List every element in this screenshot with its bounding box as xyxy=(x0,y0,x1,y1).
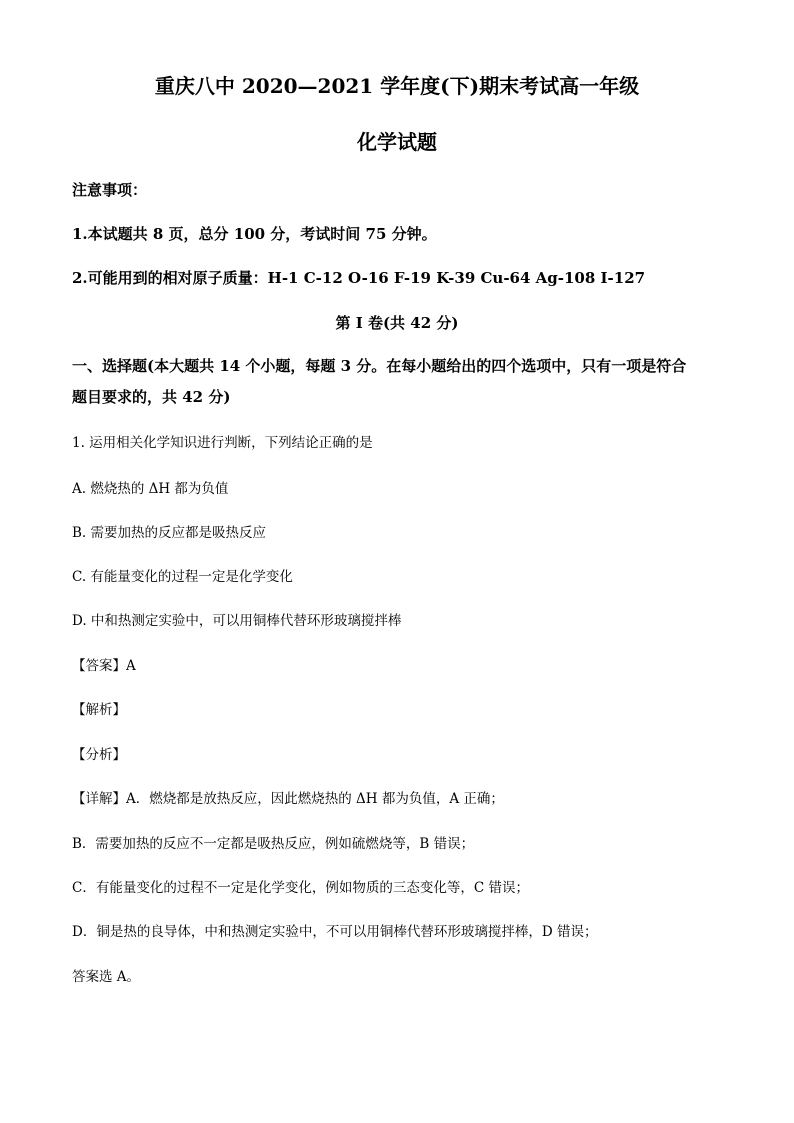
exam-subtitle: 化学试题 xyxy=(357,130,437,154)
notice-item-2: 2.可能用到的相对原子质量：H-1 C-12 O-16 F-19 K-39 Cu-64 Ag-108 I-127 xyxy=(72,269,646,287)
part-title-line1: 一、选择题(本大题共 14 个小题，每题 3 分。在每小题给出的四个选项中，只有一项是符合 xyxy=(72,357,687,375)
detail-line-d: D．铜是热的良导体，中和热测定实验中，不可以用铜棒代替环形玻璃搅拌棒，D 错误； xyxy=(72,924,598,940)
option-b: B. 需要加热的反应都是吸热反应 xyxy=(72,525,267,541)
notice-heading: 注意事项： xyxy=(72,181,148,199)
answer-label: 【答案】A xyxy=(72,658,136,674)
exam-title: 重庆八中 2020—2021 学年度(下)期末考试高一年级 xyxy=(154,74,640,98)
option-d: D. 中和热测定实验中，可以用铜棒代替环形玻璃搅拌棒 xyxy=(72,613,402,629)
option-a: A. 燃烧热的 ΔH 都为负值 xyxy=(72,481,229,497)
question-stem: 1. 运用相关化学知识进行判断，下列结论正确的是 xyxy=(72,435,373,451)
part-title-line2: 题目要求的，共 42 分) xyxy=(72,388,231,406)
detail-line-c: C．有能量变化的过程不一定是化学变化，例如物质的三态变化等，C 错误； xyxy=(72,880,529,896)
option-c: C. 有能量变化的过程一定是化学变化 xyxy=(72,569,293,585)
notice-item-1: 1.本试题共 8 页，总分 100 分，考试时间 75 分钟。 xyxy=(72,225,437,243)
conclusion: 答案选 A。 xyxy=(72,969,141,985)
fenxi-label: 【分析】 xyxy=(72,747,126,763)
detail-line-a: 【详解】A．燃烧都是放热反应，因此燃烧热的 ΔH 都为负值，A 正确； xyxy=(72,791,504,807)
detail-line-b: B．需要加热的反应不一定都是吸热反应，例如硫燃烧等，B 错误； xyxy=(72,836,475,852)
analysis-label: 【解析】 xyxy=(72,702,126,718)
volume-title: 第 I 卷(共 42 分) xyxy=(335,314,459,332)
